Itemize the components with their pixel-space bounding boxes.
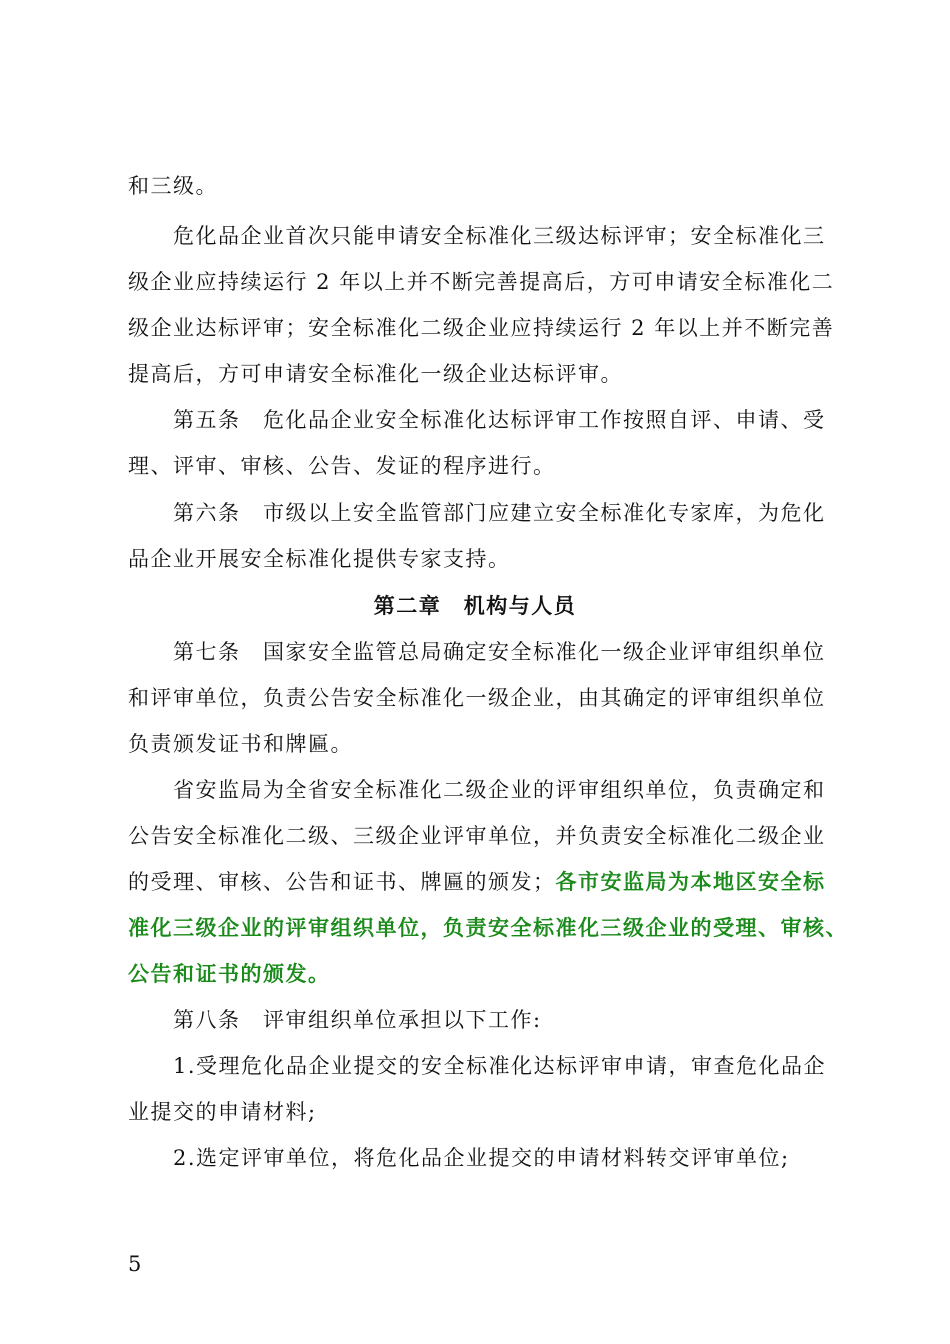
- list-item-line: 业提交的申请材料;: [128, 1100, 317, 1124]
- paragraph-line: 级企业达标评审；安全标准化二级企业应持续运行 2 年以上并不断完善: [128, 316, 835, 340]
- paragraph-line: 公告安全标准化二级、三级企业评审单位，并负责安全标准化二级企业: [128, 824, 826, 848]
- paragraph-line: 提高后，方可申请安全标准化一级企业达标评审。: [128, 362, 623, 386]
- paragraph-line: 省安监局为全省安全标准化二级企业的评审组织单位，负责确定和: [173, 778, 826, 802]
- paragraph-line: 危化品企业首次只能申请安全标准化三级达标评审；安全标准化三: [173, 224, 826, 248]
- page-number: 5: [128, 1252, 142, 1276]
- paragraph-line: 第五条 危化品企业安全标准化达标评审工作按照自评、申请、受: [173, 408, 826, 432]
- paragraph-line: 理、评审、审核、公告、发证的程序进行。: [128, 454, 556, 478]
- list-item-line: 2.选定评审单位，将危化品企业提交的申请材料转交评审单位;: [173, 1146, 790, 1170]
- paragraph-line: 和评审单位，负责公告安全标准化一级企业，由其确定的评审组织单位: [128, 686, 826, 710]
- paragraph-line: [128, 868, 826, 896]
- paragraph-line: 第七条 国家安全监管总局确定安全标准化一级企业评审组织单位: [173, 640, 826, 664]
- highlighted-line: 准化三级企业的评审组织单位，负责安全标准化三级企业的受理、审核、: [128, 915, 848, 940]
- paragraph-line: 品企业开展安全标准化提供专家支持。: [128, 547, 511, 571]
- highlighted-text: 各市安监局为本地区安全标: [555, 869, 826, 894]
- paragraph-line: 负责颁发证书和牌匾。: [128, 732, 353, 756]
- list-item-line: 1.受理危化品企业提交的安全标准化达标评审申请，审查危化品企: [173, 1054, 827, 1078]
- paragraph-line: 级企业应持续运行 2 年以上并不断完善提高后，方可申请安全标准化二: [128, 270, 835, 294]
- chapter-heading: 第二章 机构与人员: [373, 593, 577, 618]
- highlighted-line: 公告和证书的颁发。: [128, 961, 331, 986]
- paragraph-line: 和三级。: [128, 174, 218, 198]
- paragraph-text: 的受理、审核、公告和证书、牌匾的颁发；: [128, 870, 556, 894]
- paragraph-line: 第八条 评审组织单位承担以下工作:: [173, 1008, 542, 1032]
- paragraph-line: 第六条 市级以上安全监管部门应建立安全标准化专家库，为危化: [173, 501, 826, 525]
